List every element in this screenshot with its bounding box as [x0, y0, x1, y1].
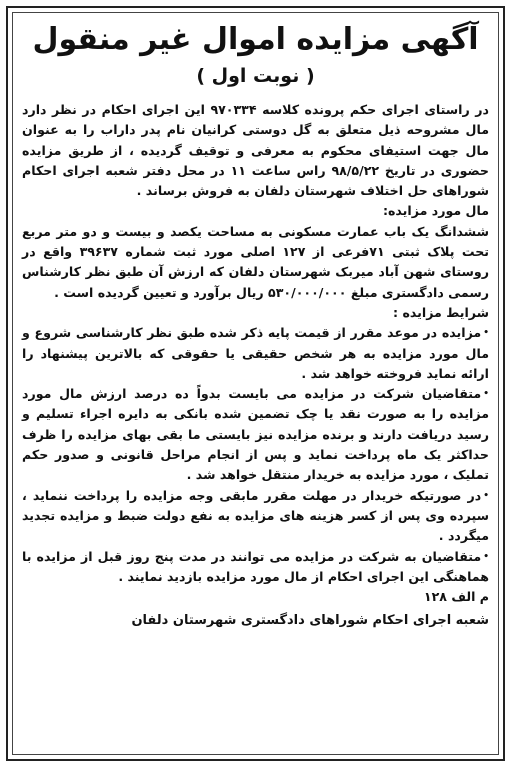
notice-title: آگهی مزایده اموال غیر منقول	[32, 22, 479, 57]
property-heading: مال مورد مزایده:	[382, 203, 489, 219]
notice-subtitle: ( نوبت اول )	[196, 65, 315, 87]
issuer-signature: شعبه اجرای احکام شوراهای دادگستری شهرستان دلفان	[131, 613, 489, 629]
condition-item: • مزایده در موعد مقرر از قیمت پایه ذکر شده طبق نظر کارشناسی شروع و مال مورد مزایده به هر شخص حقیقی یا حقوقی که بالاترین پیشنهاد را ارائه نماید فروخته خواهد شد .	[22, 323, 489, 384]
condition-item: • متقاضیان به شرکت در مزایده می توانند در مدت پنج روز قبل از مزایده با هماهنگی این اجرای احکام از مال مورد مزایده بازدید نمایند .	[22, 547, 489, 588]
condition-item: • در صورتیکه خریدار در مهلت مقرر مابقی وجه مزایده را پرداخت ننماید ، سپرده وی پس از کسر هزینه های مزایده به نفع دولت ضبط و مزایده تجدید میگردد .	[22, 486, 489, 547]
notice-frame	[6, 6, 505, 761]
notice-body	[22, 20, 489, 749]
conditions-heading: شرایط مزایده :	[393, 304, 489, 320]
property-description: ششدانگ یک باب عمارت مسکونی به مساحت یکصد و بیست و دو متر مربع تحت پلاک ثبتی ۷۱فرعی از ۱۲۷ اصلی مورد ثبت شماره ۳۹۶۳۷ واقع در روستای شهن آباد میربک شهرستان دلفان که ارزش آن طبق نظر کارشناس رسمی دادگستری مبلغ ۵۳۰/۰۰۰/۰۰۰ ریال برآورد و تعیین گردیده است .	[22, 223, 489, 300]
intro-paragraph: در راستای اجرای حکم پرونده کلاسه ۹۷۰۳۳۴ این اجرای احکام در نظر دارد مال مشروحه ذیل متعلق به گل دوستی کرانیان نام پدر داراب را به عنوان مال جهت استیفای محکوم به معرفی و توقیف گردیده ، از طریق مزایده حضوری در تاریخ ۹۸/۵/۲۲ راس ساعت ۱۱ در محل دفتر شعبه اجرای احکام شوراهای حل اختلاف شهرستان دلفان به فروش برساند .	[22, 102, 489, 199]
reference-number: م الف ۱۲۸	[423, 589, 489, 605]
condition-item: • متقاضیان شرکت در مزایده می بایست بدواً ده درصد ارزش مال مورد مزایده را به صورت نقد یا چک تضمین شده بانکی به دایره اجراء تسلیم و رسید دریافت دارند و برنده مزایده نیز بایستی ما بقی بهای مزایده را ظرف حداکثر یک ماه پرداخت نماید و پس از انجام مراحل قانونی و صدور حکم تملیک ، مورد مزایده به خریدار منتقل خواهد شد .	[22, 384, 489, 485]
